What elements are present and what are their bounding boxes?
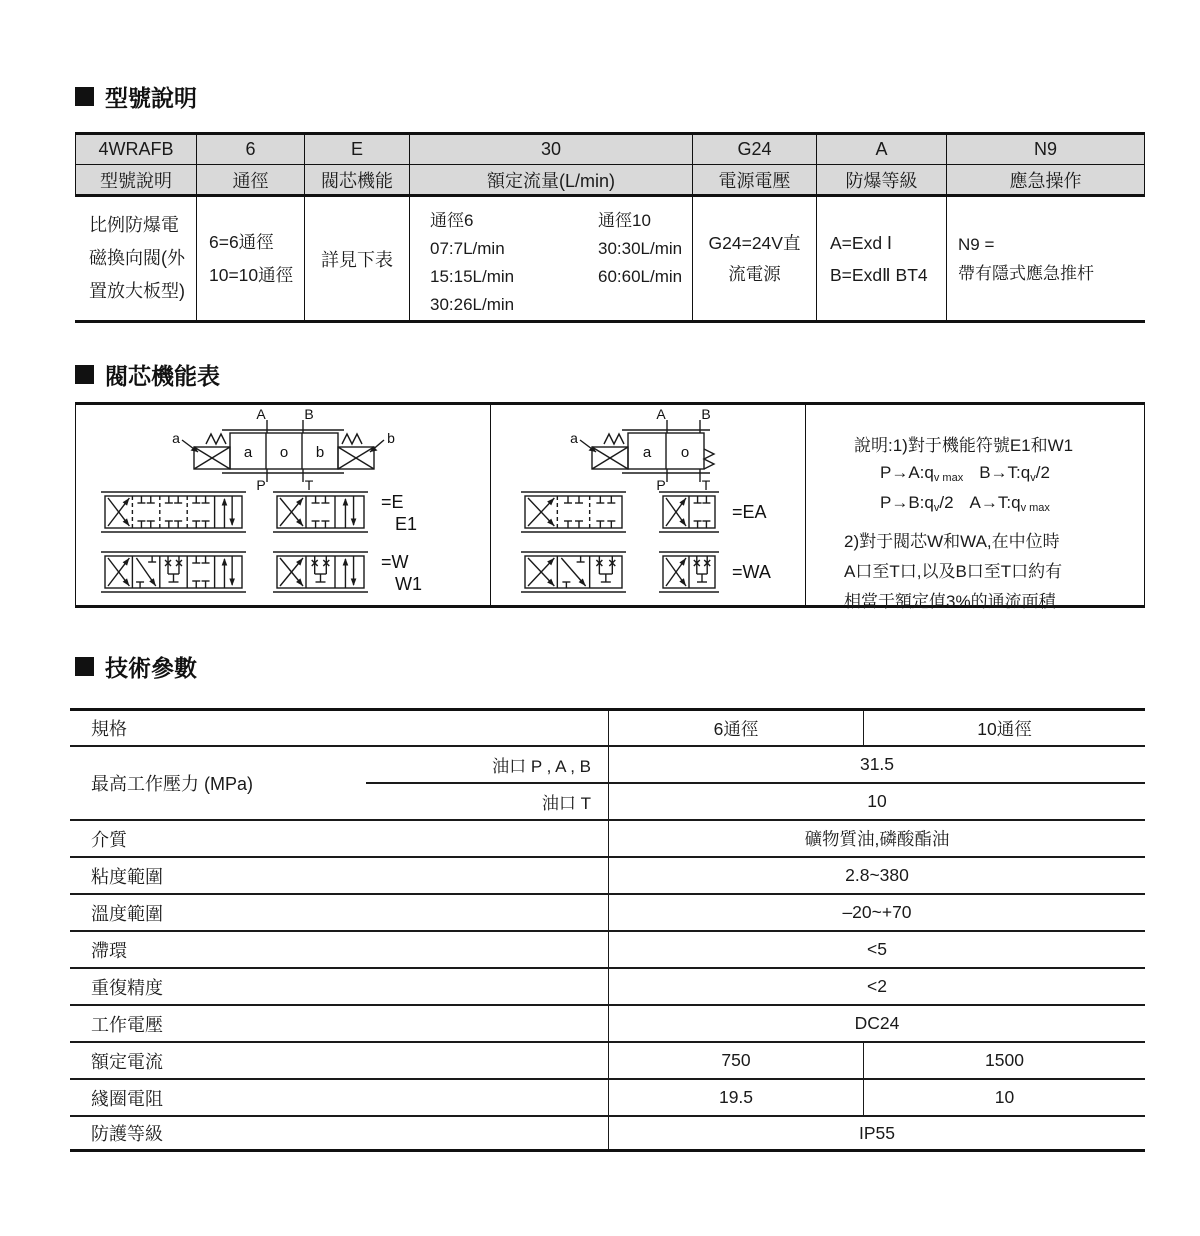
section-title-spool (75, 358, 220, 391)
code-cell: G24 (693, 135, 817, 165)
voltage-cell: G24=24V直 流電源 (693, 197, 817, 320)
param-row-protection: 防護等級 IP55 (70, 1117, 1145, 1149)
param-row-temperature: 溫度範圍 –20~+70 (70, 895, 1145, 932)
spec-header-row (70, 711, 1145, 747)
section-title-text: 技術參數 (105, 655, 197, 681)
port-label: B (701, 407, 711, 422)
section-title-model (75, 80, 197, 113)
note-line: 2)對于閥芯W和WA,在中位時 (844, 532, 1060, 551)
param-value: 31.5 (608, 747, 1145, 782)
section-title-text: 型號說明 (105, 85, 197, 111)
spool-panel-left (76, 405, 491, 605)
pressure-sub-row (366, 747, 1145, 784)
port-label: T (701, 477, 711, 491)
code-cell: 6 (197, 135, 305, 165)
model-code-row (75, 135, 1145, 165)
param-row-hysteresis: 滯環 <5 (70, 932, 1145, 969)
solenoid-label: b (387, 430, 395, 446)
param-row-current: 額定電流 750 1500 (70, 1043, 1145, 1080)
tech-params-table (70, 708, 1145, 1152)
desc-cell: 額定流量(L/min) (410, 165, 693, 197)
desc-cell: 閥芯機能 (305, 165, 410, 197)
param-value-10: 1500 (863, 1043, 1145, 1078)
port-label: A (656, 407, 666, 422)
valve-type-cell: 比例防爆電 磁換向閥(外 置放大板型) (75, 197, 197, 320)
spool-panel-middle (491, 405, 806, 605)
pressure-row (70, 747, 1145, 821)
pilot-valve-2pos-diagram (564, 407, 734, 491)
param-row-resistance: 綫圈電阻 19.5 10 (70, 1080, 1145, 1117)
desc-cell: 防爆等級 (817, 165, 947, 197)
port-label: P (256, 477, 266, 491)
black-square-icon (75, 87, 94, 106)
section-title-text: 閥芯機能表 (105, 363, 220, 389)
param-label: 規格 (91, 719, 127, 739)
port-label: b (315, 444, 325, 461)
desc-cell: 通徑 (197, 165, 305, 197)
desc-cell: 型號說明 (75, 165, 197, 197)
desc-cell: 電源電壓 (693, 165, 817, 197)
param-value-6: 19.5 (608, 1080, 863, 1115)
param-value-6: 750 (608, 1043, 863, 1078)
port-label: A (256, 407, 266, 422)
code-cell: 4WRAFB (75, 135, 197, 165)
port-unit: 油口 P , A , B (492, 757, 591, 776)
spool-symbol-EA-simple (659, 488, 719, 536)
flow-options-cell: 通徑6 07:7L/min 15:15L/min 30:26L/min 通徑10 30:30L/min 60:60L/min (410, 197, 693, 320)
port-unit: 油口 T (541, 794, 591, 813)
model-body-row (75, 197, 1145, 320)
port-label: P (656, 477, 666, 491)
port-label: a (642, 444, 652, 461)
spool-function-box (75, 402, 1145, 611)
spool-symbol-WA-detailed (521, 548, 626, 596)
spool-row-label-EA: =EA (732, 502, 767, 522)
spool-symbol-W-detailed (101, 548, 246, 596)
model-code-table (75, 132, 1145, 323)
desc-cell: 應急操作 (947, 165, 1145, 197)
exproof-cell: A=Exd Ⅰ B=ExdⅡ BT4 (817, 197, 947, 320)
param-value: –20~+70 (608, 895, 1145, 930)
note-line: A口至T口,以及B口至T口約有 (844, 562, 1063, 581)
spool-symbol-E-detailed (101, 488, 246, 536)
param-row-repeatability: 重復精度 <2 (70, 969, 1145, 1006)
model-desc-row (75, 165, 1145, 197)
code-cell: A (817, 135, 947, 165)
solenoid-label: a (172, 430, 180, 446)
param-row-medium: 介質 礦物質油,磷酸酯油 (70, 821, 1145, 858)
pressure-sub-row (366, 784, 1145, 819)
spool-ref-cell: 詳見下表 (305, 197, 410, 320)
param-row-voltage: 工作電壓 DC24 (70, 1006, 1145, 1043)
note-line: $P\to A:q_{v max}$ $B\to T:q_v/2$ (880, 463, 1050, 484)
param-value-10: 10 (863, 1080, 1145, 1115)
size10-header: 10通徑 (863, 711, 1145, 745)
param-value: 2.8~380 (608, 858, 1145, 893)
spool-symbol-WA-simple (659, 548, 719, 596)
param-value: DC24 (608, 1006, 1145, 1041)
spool-row-label-WA: =WA (732, 562, 771, 582)
size6-header: 6通徑 (608, 711, 863, 745)
black-square-icon (75, 365, 94, 384)
note-line: $P\to B:q_v/2$ $A\to T:q_{v max}$ (880, 493, 1050, 514)
param-value: 礦物質油,磷酸酯油 (608, 821, 1145, 856)
code-cell: 30 (410, 135, 693, 165)
param-value: <5 (608, 932, 1145, 967)
black-square-icon (75, 657, 94, 676)
param-value: 10 (608, 784, 1145, 819)
spool-symbol-EA-detailed (521, 488, 626, 536)
code-cell: N9 (947, 135, 1145, 165)
spool-symbol-E-simple (273, 488, 368, 536)
port-label: o (279, 444, 289, 461)
solenoid-label: a (570, 430, 578, 446)
param-row-viscosity: 粘度範圍 2.8~380 (70, 858, 1145, 895)
port-label: B (304, 407, 314, 422)
port-label: a (243, 444, 253, 461)
emergency-cell: N9 = 帶有隱式應急推杆 (958, 234, 1094, 283)
param-label: 最高工作壓力 (MPa) (91, 774, 253, 794)
code-cell: E (305, 135, 410, 165)
section-title-tech (75, 650, 197, 683)
spool-row-label-W: =W W1 (381, 552, 422, 594)
spool-row-label-E: =E E1 (381, 492, 418, 534)
port-label: T (304, 477, 314, 491)
param-value: IP55 (608, 1117, 1145, 1149)
pilot-valve-3pos-diagram (168, 407, 398, 491)
spool-symbol-W-simple (273, 548, 368, 596)
note-line: 說明:1)對于機能符號E1和W1 (854, 436, 1074, 455)
param-value: <2 (608, 969, 1145, 1004)
size-options-cell: 6=6通徑 10=10通徑 (197, 197, 305, 320)
spool-notes-panel (806, 405, 1146, 611)
port-label: o (680, 444, 690, 461)
note-line: 相當于額定值3%的通流面積 (844, 592, 1056, 611)
